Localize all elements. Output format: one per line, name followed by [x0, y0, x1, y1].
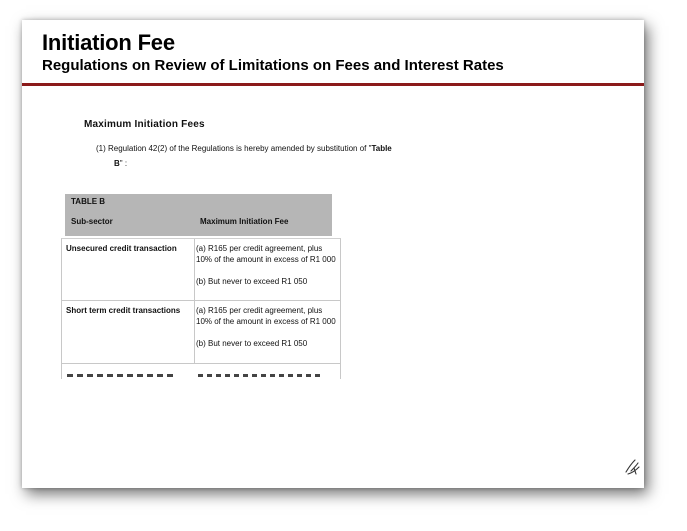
column-header-subsector: Sub-sector — [71, 217, 113, 226]
row-fee — [196, 243, 336, 287]
title-rule — [22, 83, 644, 86]
row-fee — [196, 305, 336, 349]
slide-subtitle: Regulations on Review of Limitations on Fees and Interest Rates — [42, 57, 504, 74]
truncated-row — [62, 372, 340, 378]
row-fee-a: (a) R165 per credit agreement, plus 10% of the amount in excess of R1 000 — [196, 306, 336, 326]
column-header-fee: Maximum Initiation Fee — [200, 217, 289, 226]
signature-logo-icon — [622, 457, 642, 477]
table-row — [62, 301, 340, 364]
row-fee-a: (a) R165 per credit agreement, plus 10% of the amount in excess of R1 000 — [196, 244, 336, 264]
row-fee-b: (b) But never to exceed R1 050 — [196, 277, 308, 286]
table-body — [61, 238, 341, 379]
table-caption: TABLE B — [71, 197, 106, 206]
table-row — [62, 239, 340, 301]
row-subsector: Short term credit transactions — [66, 306, 181, 315]
section-heading: Maximum Initiation Fees — [84, 119, 205, 130]
paragraph-bold-b: B — [114, 159, 120, 168]
slide — [22, 20, 644, 488]
row-subsector: Unsecured credit transaction — [66, 244, 177, 253]
paragraph-bold: Table — [371, 144, 392, 153]
slide-title: Initiation Fee — [42, 30, 175, 55]
regulation-paragraph — [96, 141, 456, 171]
paragraph-text: (1) Regulation 42(2) of the Regulations is hereby amended by substitution of " — [96, 144, 372, 153]
paragraph-end: " : — [119, 159, 128, 168]
table-header — [65, 194, 332, 236]
row-fee-b: (b) But never to exceed R1 050 — [196, 339, 308, 348]
